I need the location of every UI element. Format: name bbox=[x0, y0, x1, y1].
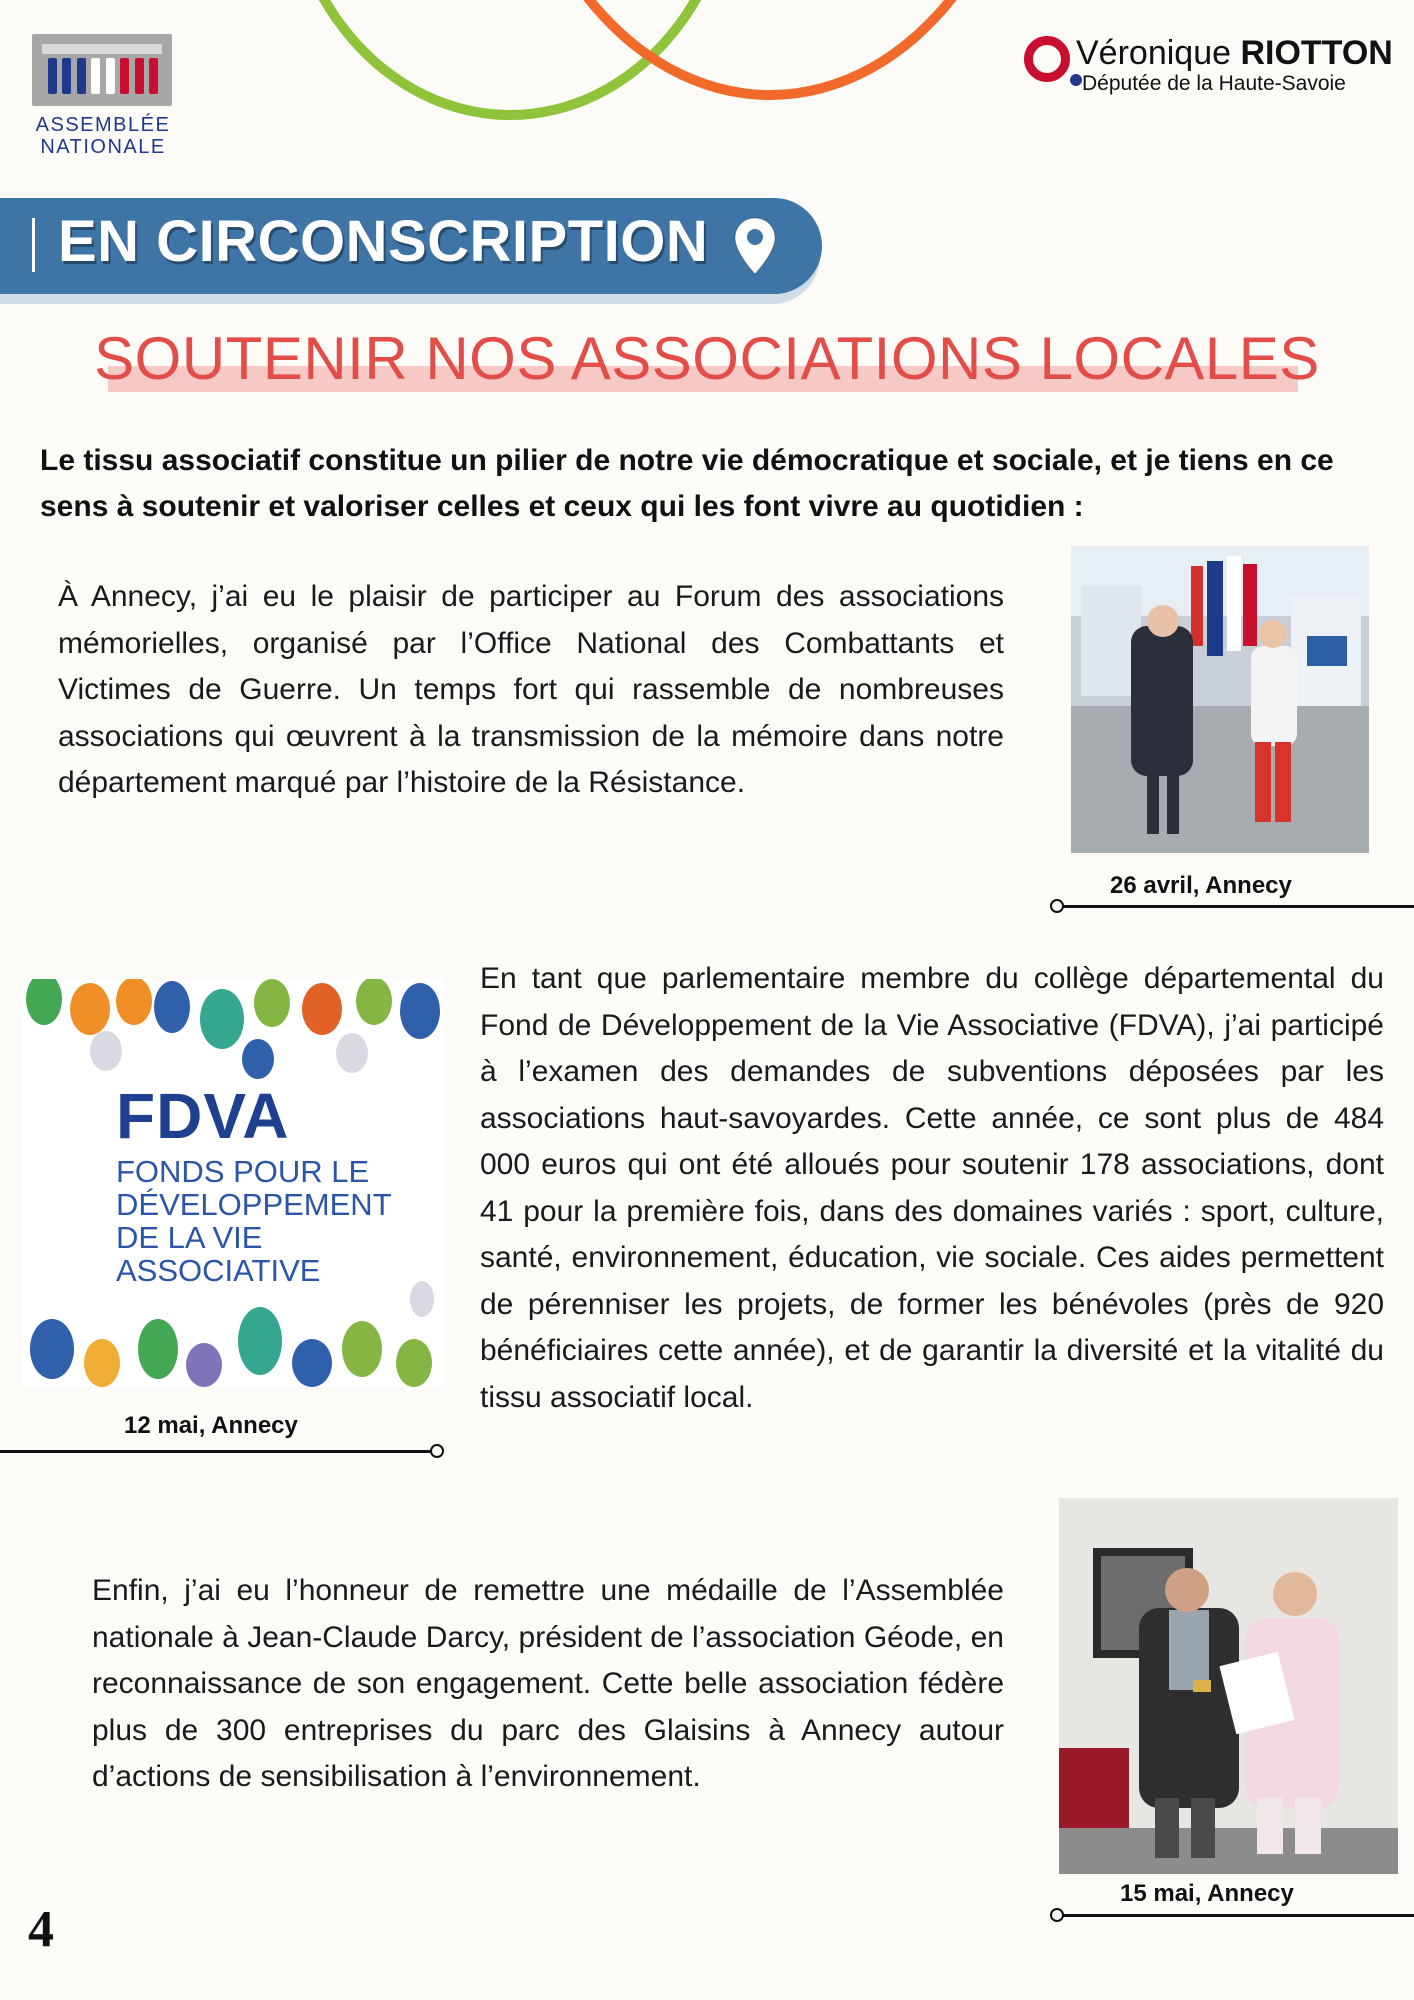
photo-medal-ceremony bbox=[1059, 1498, 1398, 1874]
article-1-text: À Annecy, j’ai eu le plaisir de participer au Forum des associations mémorielles, organisé par l’Office National des Combattants et Victimes de Guerre. Un temps fort qui rassemble de nombreuses associations qui œuvrent à la transmission de la mémoire dans notre département marqué par l’histoire de la Résistance. bbox=[58, 580, 1004, 799]
logo-line-1: ASSEMBLÉE bbox=[35, 114, 171, 136]
article-2-text: En tant que parlementaire membre du collège départemental du Fond de Développement de la Vie Associative (FDVA), j’ai participé à l’examen des demandes de subventions déposées par les associations haut-savoyardes. Cette année, ce sont plus de 484 000 euros qui ont été alloués pour soutenir 178 associations, dont 41 pour la première fois, dans des domaines variés : sport, culture, santé, environnement, éducation, vie sociale. Ces aides permettent de pérenniser les projets, de former les bénévoles (près de 920 bénéficiaires cette année), et de garantir la diversité et la vitalité du tissu associatif local. bbox=[480, 962, 1384, 1414]
assemblee-nationale-logo bbox=[28, 30, 178, 165]
deputy-badge bbox=[1024, 30, 1392, 100]
page-number: 4 bbox=[28, 1901, 54, 1958]
caption-3: 15 mai, Annecy bbox=[1120, 1880, 1294, 1907]
deputy-logo-icon bbox=[1024, 36, 1070, 82]
section-title: EN CIRCONSCRIPTION bbox=[58, 209, 709, 274]
map-pin-icon bbox=[732, 216, 778, 276]
deputy-name: Véronique RIOTTON bbox=[1076, 34, 1393, 72]
logo-line-2: NATIONALE bbox=[40, 136, 166, 158]
caption-3-rule bbox=[1058, 1914, 1414, 1917]
caption-1: 26 avril, Annecy bbox=[1110, 872, 1292, 899]
intro-text: Le tissu associatif constitue un pilier de notre vie démocratique et sociale, et je tiens en ce sens à soutenir et valoriser celles et ceux qui les font vivre au quotidien : bbox=[40, 444, 1334, 523]
banner-divider bbox=[32, 218, 35, 272]
caption-2-rule bbox=[0, 1450, 432, 1453]
page-subtitle: SOUTENIR NOS ASSOCIATIONS LOCALES bbox=[94, 325, 1320, 392]
fdva-image bbox=[22, 979, 444, 1387]
fdva-title: FDVA bbox=[116, 1080, 290, 1152]
article-3-text: Enfin, j’ai eu l’honneur de remettre une médaille de l’Assemblée nationale à Jean-Claude Darcy, président de l’association Géode, en reconnaissance de son engagement. Cette belle association fédère plus de 300 entreprises du parc des Glaisins à Annecy autour d’actions de sensibilisation à l’environnement. bbox=[92, 1574, 1004, 1793]
caption-1-rule bbox=[1058, 905, 1414, 908]
deputy-role: Députée de la Haute-Savoie bbox=[1082, 72, 1346, 95]
photo-forum-associations bbox=[1071, 546, 1369, 853]
fdva-subtitle: FONDS POUR LE DÉVELOPPEMENT DE LA VIE ASSOCIATIVE bbox=[116, 1154, 392, 1288]
caption-2: 12 mai, Annecy bbox=[124, 1412, 298, 1439]
